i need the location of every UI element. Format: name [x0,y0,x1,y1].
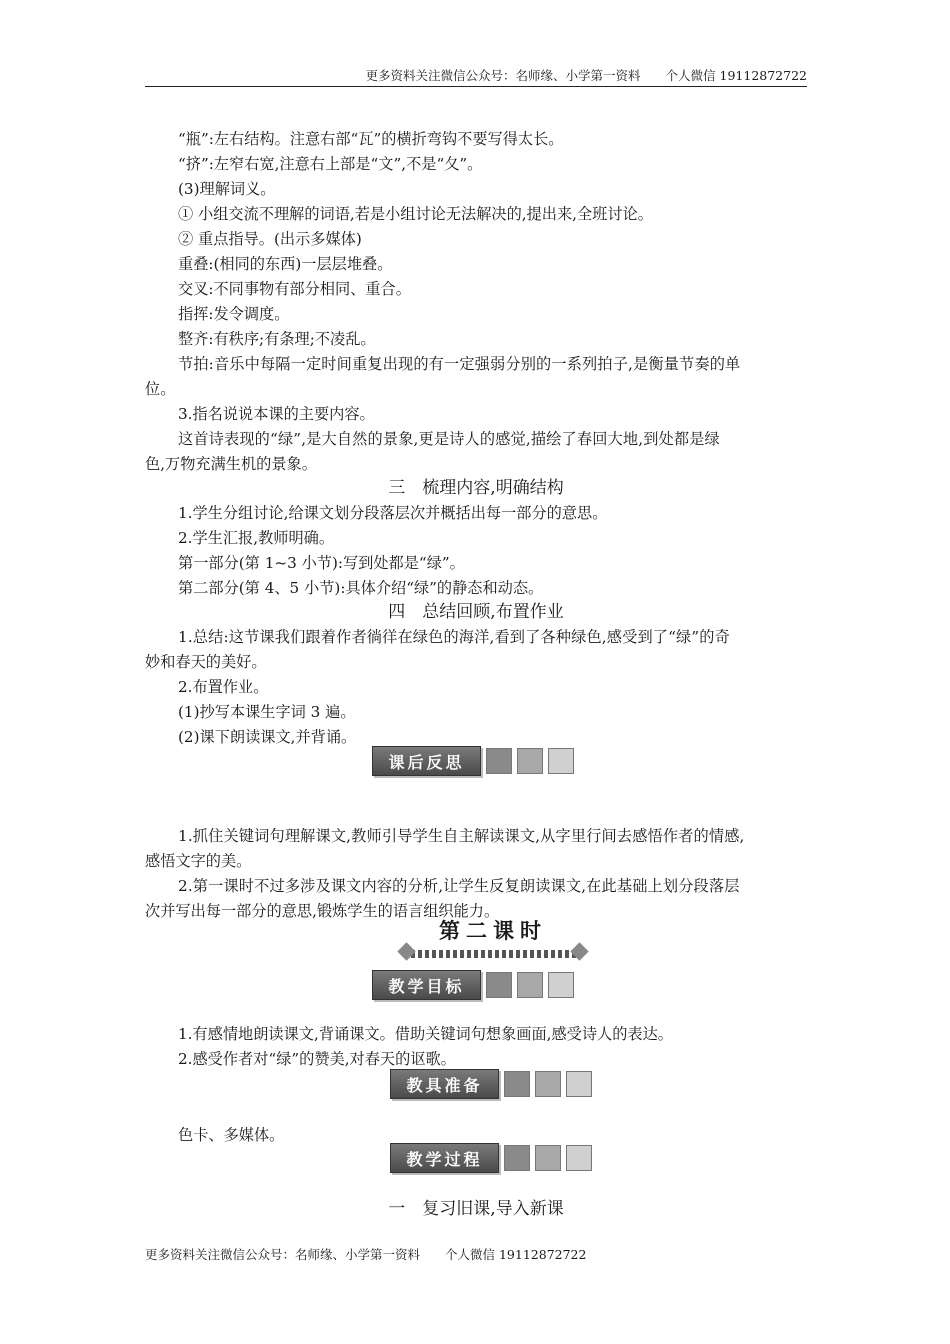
decor-square [535,1071,561,1097]
text-line: 节拍:音乐中每隔一定时间重复出现的有一定强弱分别的一系列拍子,是衡量节奏的单 [178,355,741,373]
section-heading: 三 梳理内容,明确结构 [388,478,564,498]
text-line: 第一部分(第 1~3 小节):写到处都是“绿”。 [178,554,465,572]
text-line: 整齐:有秩序;有条理;不凌乱。 [178,330,376,348]
section-heading: 一 复习旧课,导入新课 [388,1199,564,1219]
text-line: “挤”:左窄右宽,注意右上部是“文”,不是“夂”。 [178,155,483,173]
process-label [390,1143,592,1173]
decor-square [535,1145,561,1171]
reflection-label-text: 课后反思 [372,746,481,776]
objectives-label-text: 教学目标 [372,970,481,1000]
decor-square [517,748,543,774]
dotted-underline [404,950,582,958]
text-line: 指挥:发令调度。 [178,305,290,323]
text-line: (3)理解词义。 [178,180,276,198]
decor-square [486,972,512,998]
text-line: 1.有感情地朗读课文,背诵课文。借助关键词句想象画面,感受诗人的表达。 [178,1025,673,1043]
text-line: (1)抄写本课生字词 3 遍。 [178,703,356,721]
decor-square [486,748,512,774]
text-line: ① 小组交流不理解的词语,若是小组讨论无法解决的,提出来,全班讨论。 [178,205,653,223]
page-header: 更多资料关注微信公众号：名师缘、小学第一资料 个人微信 19112872722 [365,68,807,83]
text-line: 色,万物充满生机的景象。 [145,455,317,473]
text-line: 1.学生分组讨论,给课文划分段落层次并概括出每一部分的意思。 [178,504,608,522]
process-label-text: 教学过程 [390,1143,499,1173]
text-line: 这首诗表现的“绿”,是大自然的景象,更是诗人的感觉,描绘了春回大地,到处都是绿 [178,430,720,448]
page-footer: 更多资料关注微信公众号：名师缘、小学第一资料 个人微信 19112872722 [145,1247,587,1262]
reflection-label [372,746,574,776]
text-line: (2)课下朗读课文,并背诵。 [178,728,357,746]
text-line: 2.第一课时不过多涉及课文内容的分析,让学生反复朗读课文,在此基础上划分段落层 [178,877,740,895]
decor-square [566,1071,592,1097]
text-line: 2.感受作者对“绿”的赞美,对春天的讴歌。 [178,1050,456,1068]
tools-label [390,1069,592,1099]
lesson-two-banner [398,916,588,964]
text-line: 感悟文字的美。 [145,852,252,870]
text-line: “瓶”:左右结构。注意右部“瓦”的横折弯钩不要写得太长。 [178,130,564,148]
tools-label-text: 教具准备 [390,1069,499,1099]
text-line: 重叠:(相同的东西)一层层堆叠。 [178,255,393,273]
decor-square [517,972,543,998]
text-line: 妙和春天的美好。 [145,653,267,671]
header-rule [145,86,807,87]
section-heading: 四 总结回顾,布置作业 [388,602,564,622]
decor-square [504,1071,530,1097]
decor-square [566,1145,592,1171]
text-line: 次并写出每一部分的意思,锻炼学生的语言组织能力。 [145,902,500,920]
text-line: 第二部分(第 4、5 小节):具体介绍“绿”的静态和动态。 [178,579,544,597]
text-line: 交叉:不同事物有部分相同、重合。 [178,280,411,298]
text-line: 2.布置作业。 [178,678,269,696]
objectives-label [372,970,574,1000]
text-line: ② 重点指导。(出示多媒体) [178,230,362,248]
lesson-two-title: 第二课时 [439,919,547,943]
text-line: 位。 [145,380,176,398]
text-line: 2.学生汇报,教师明确。 [178,529,335,547]
text-line: 3.指名说说本课的主要内容。 [178,405,375,423]
decor-square [548,972,574,998]
decor-square [504,1145,530,1171]
text-line: 色卡、多媒体。 [178,1126,285,1144]
text-line: 1.抓住关键词句理解课文,教师引导学生自主解读课文,从字里行间去感悟作者的情感, [178,827,745,845]
decor-square [548,748,574,774]
text-line: 1.总结:这节课我们跟着作者徜徉在绿色的海洋,看到了各种绿色,感受到了“绿”的奇 [178,628,730,646]
